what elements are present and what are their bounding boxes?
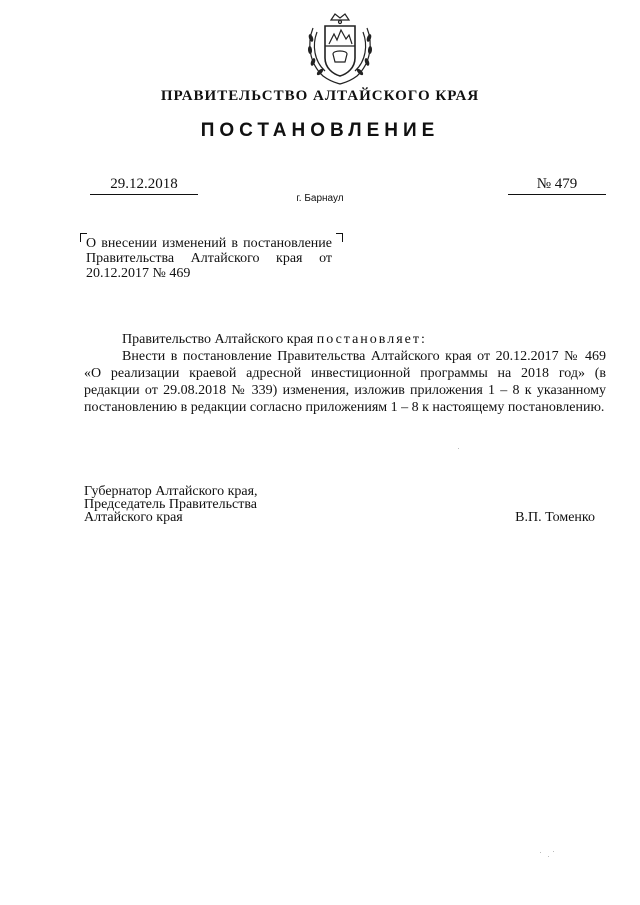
coat-of-arms-icon — [303, 8, 377, 86]
document-body — [84, 331, 606, 416]
scan-speck — [553, 851, 554, 852]
document-date: 29.12.2018 — [90, 176, 198, 195]
organization-name: ПРАВИТЕЛЬСТВО АЛТАЙСКОГО КРАЯ — [160, 88, 480, 104]
signer-line-2: Председатель Правительства — [84, 497, 257, 512]
signer-line-3: Алтайского края — [84, 510, 183, 525]
document-subject: О внесении изменений в постановление Правительства Алтайского края от 20.12.2017 № 469 — [86, 236, 332, 281]
signer-name: В.П. Томенко — [515, 510, 595, 525]
subject-bracket-right — [336, 233, 343, 242]
scan-speck — [548, 856, 549, 857]
intro-verb: постановляет: — [316, 332, 427, 347]
city-label: г. Барнаул — [296, 193, 344, 204]
document-number: № 479 — [508, 176, 606, 195]
scan-speck — [458, 448, 459, 449]
scan-speck — [540, 852, 541, 853]
signer-title — [84, 485, 324, 524]
body-paragraph: Внести в постановление Правительства Алтайского края от 20.12.2017 № 469 «О реализации краевой адресной инвестиционной программы на 2018 год» (в редакции от 29.08.2018 № 339) изменения, изложив приложения 1 – 8 к указанному постановлению в редакции согласно приложениям 1 – 8 к настоящему постановлению. — [84, 349, 606, 415]
document-type-title: ПОСТАНОВЛЕНИЕ — [200, 120, 440, 141]
signer-line-1: Губернатор Алтайского края, — [84, 484, 258, 499]
intro-prefix: Правительство Алтайского края — [122, 332, 317, 347]
intro-line — [84, 331, 606, 348]
